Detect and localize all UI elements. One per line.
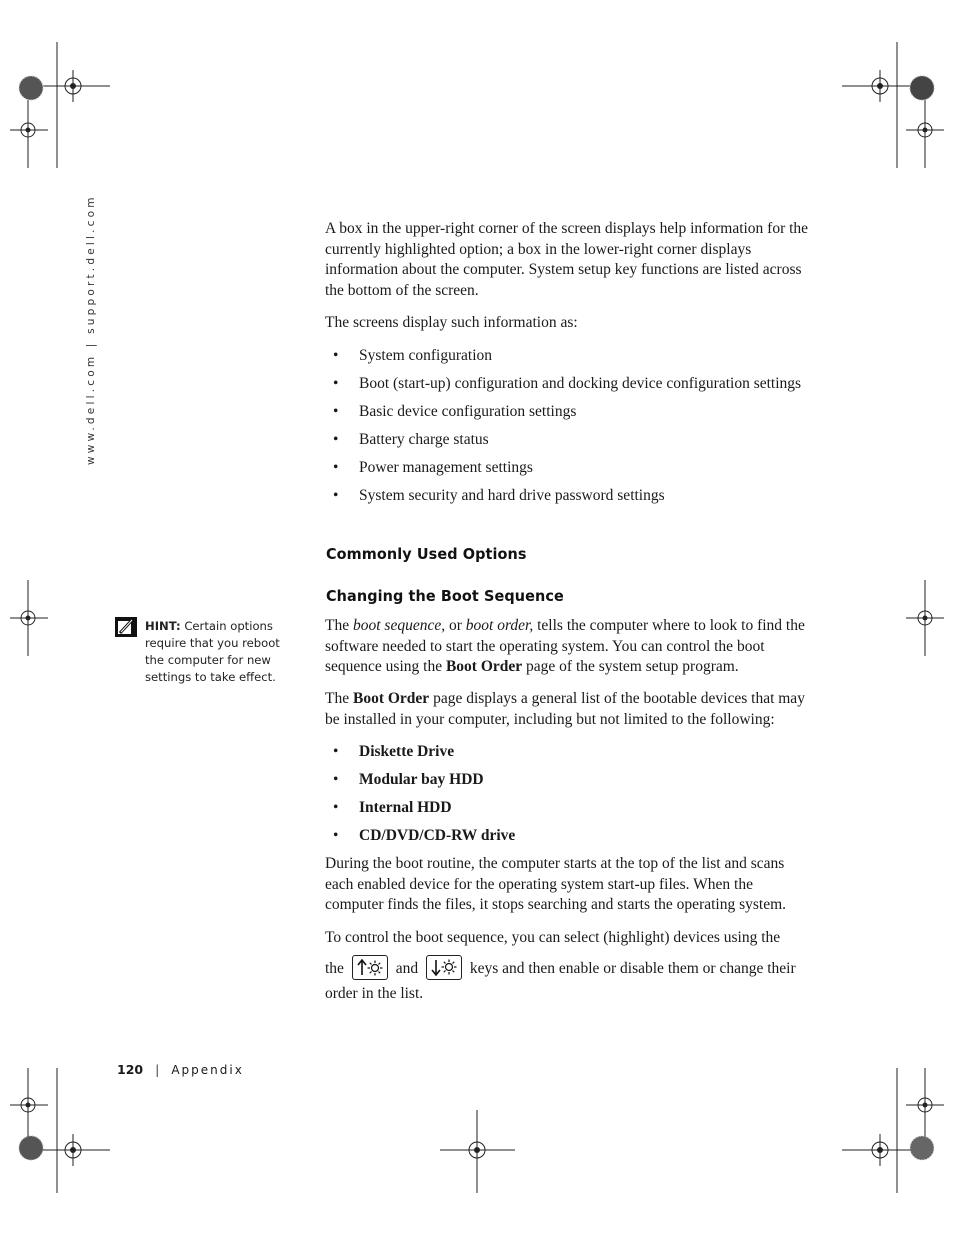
hint-text: Certain options require that you reboot the computer for new settings to take effect. — [145, 619, 280, 684]
bullet: • — [333, 743, 339, 760]
bullet: • — [333, 771, 339, 788]
up-arrow-brightness-key-icon — [352, 955, 388, 980]
list-item: • System configuration — [333, 346, 803, 367]
bullet: • — [333, 347, 339, 364]
note-pencil-icon — [115, 617, 137, 637]
boot-routine-paragraph: During the boot routine, the computer starts at the top of the list and scans each enabled device for the operating system start-up files. When the computer finds the files, it stops searching and starts the operating system. — [325, 855, 787, 913]
hint-note — [145, 618, 290, 686]
screens-display-paragraph: The screens display such information as: — [325, 314, 578, 331]
bullet: • — [333, 487, 339, 504]
control-paragraph: To control the boot sequence, you can select (highlight) devices using the the and keys and then enable or disable them or change their order in the list. — [325, 929, 796, 1002]
list-item: • System security and hard drive password settings — [333, 486, 803, 507]
boot-sequence-paragraph: The boot sequence, or boot order, tells the computer where to look to find the software needed to start the operating system. You can control the boot sequence using the Boot Order page of the system setup program. — [325, 617, 805, 675]
bullet: • — [333, 827, 339, 844]
side-url: www.dell.com | support.dell.com — [85, 194, 97, 465]
boot-order-paragraph: The Boot Order page displays a general list of the bootable devices that may be installed in your computer, including but not limited to the following: — [325, 690, 805, 728]
intro-paragraph: A box in the upper-right corner of the screen displays help information for the currently highlighted option; a box in the lower-right corner displays information about the computer. System setup key functions are listed across the bottom of the screen. — [325, 220, 809, 299]
list-item: • Diskette Drive — [333, 742, 803, 763]
list-item: • Internal HDD — [333, 798, 803, 819]
device-list — [333, 742, 803, 847]
page-number: 120 — [117, 1062, 144, 1077]
footer-separator: | — [155, 1062, 160, 1077]
bullet: • — [333, 459, 339, 476]
list-item: • CD/DVD/CD-RW drive — [333, 826, 803, 847]
heading-changing-boot-sequence: Changing the Boot Sequence — [326, 587, 564, 605]
bullet: • — [333, 375, 339, 392]
info-list — [333, 346, 803, 507]
page-footer — [117, 1062, 244, 1077]
hint-label: HINT: — [145, 619, 181, 633]
list-item: • Modular bay HDD — [333, 770, 803, 791]
bullet: • — [333, 431, 339, 448]
bullet: • — [333, 799, 339, 816]
down-arrow-brightness-key-icon — [426, 955, 462, 980]
list-item: • Boot (start-up) configuration and docking device configuration settings — [333, 374, 803, 395]
section-name: Appendix — [171, 1063, 244, 1077]
list-item: • Power management settings — [333, 458, 803, 479]
heading-commonly-used-options: Commonly Used Options — [326, 545, 527, 563]
list-item: • Battery charge status — [333, 430, 803, 451]
list-item: • Basic device configuration settings — [333, 402, 803, 423]
bullet: • — [333, 403, 339, 420]
